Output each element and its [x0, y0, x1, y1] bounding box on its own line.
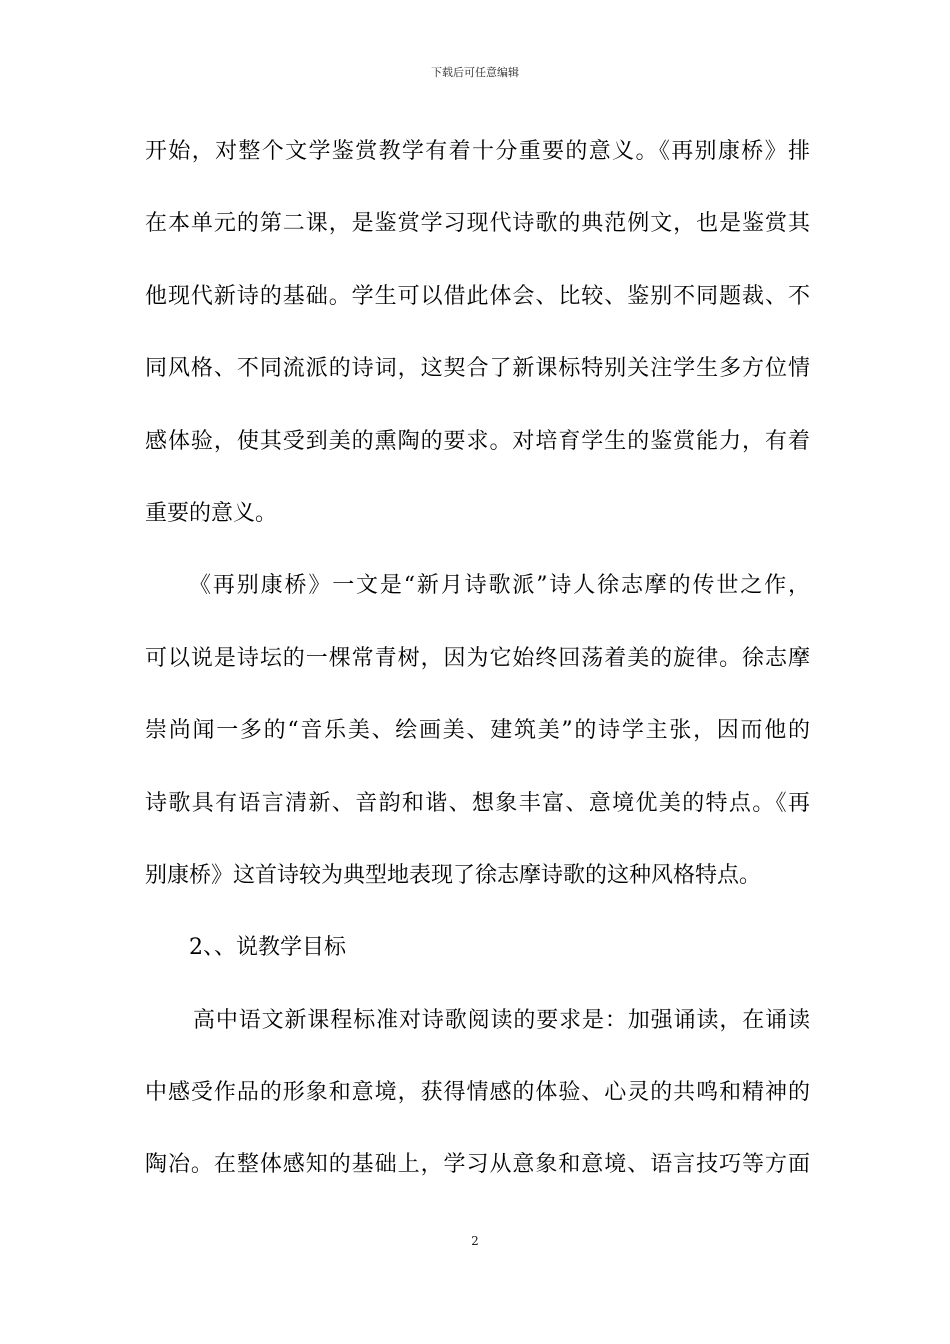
text-line: 在本单元的第二课，是鉴赏学习现代诗歌的典范例文，也是鉴赏其 [145, 211, 810, 237]
text-line: 同风格、不同流派的诗词，这契合了新课标特别关注学生多方位情 [145, 356, 810, 382]
text-line: 重要的意义。 [145, 500, 278, 526]
text-line: 别康桥》这首诗较为典型地表现了徐志摩诗歌的这种风格特点。 [145, 862, 762, 888]
text-line: 诗歌具有语言清新、音韵和谐、想象丰富、意境优美的特点。《再 [145, 790, 810, 816]
text-line: 《再别康桥》一文是“新月诗歌派”诗人徐志摩的传世之作， [189, 573, 810, 599]
page-body [145, 132, 810, 1218]
text-line: 感体验，使其受到美的熏陶的要求。对培育学生的鉴赏能力，有着 [145, 428, 810, 454]
text-line: 崇尚闻一多的“音乐美、绘画美、建筑美”的诗学主张，因而他的 [145, 718, 810, 744]
text-line: 高中语文新课程标准对诗歌阅读的要求是：加强诵读，在诵读 [193, 1007, 810, 1033]
text-line: 他现代新诗的基础。学生可以借此体会、比较、鉴别不同题裁、不 [145, 283, 810, 309]
section-heading: 2、、说教学目标 [189, 935, 346, 961]
text-line: 可以说是诗坛的一棵常青树，因为它始终回荡着美的旋律。徐志摩 [145, 645, 810, 671]
page-number: 2 [471, 1234, 479, 1248]
page-header: 下载后可任意编辑 [431, 66, 519, 79]
text-line: 中感受作品的形象和意境，获得情感的体验、心灵的共鸣和精神的 [145, 1080, 810, 1106]
text-line: 开始，对整个文学鉴赏教学有着十分重要的意义。《再别康桥》排 [145, 139, 810, 164]
text-line: 陶冶。在整体感知的基础上，学习从意象和意境、语言技巧等方面 [145, 1152, 810, 1178]
